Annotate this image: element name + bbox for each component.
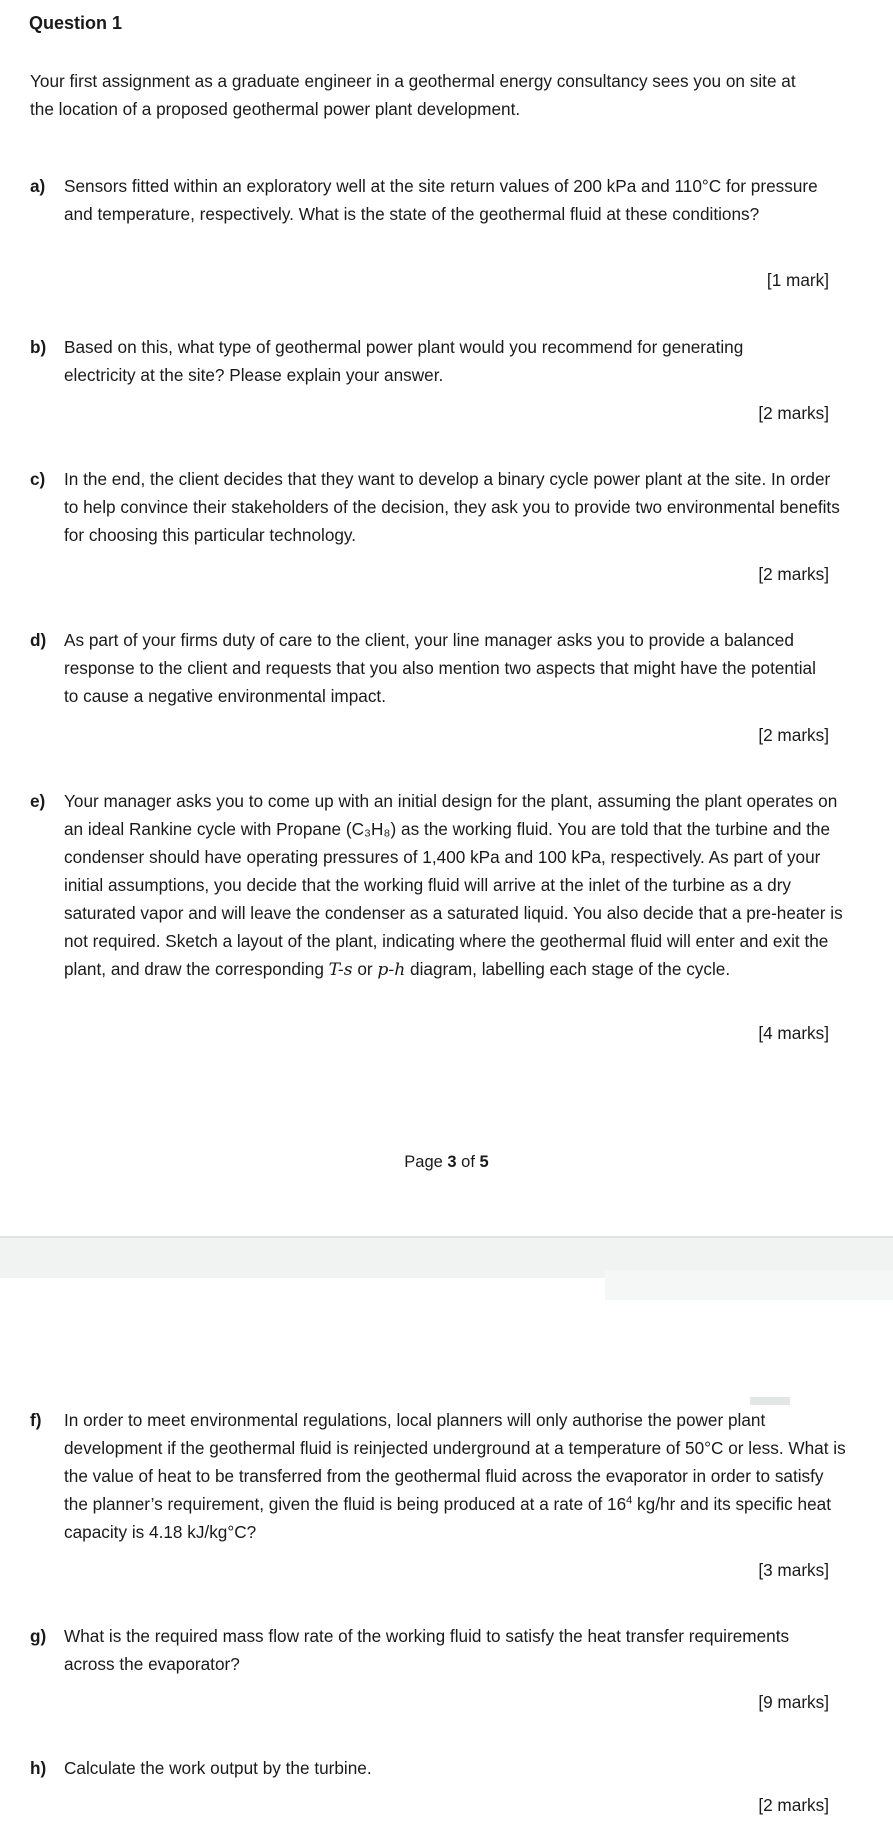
part-c-marks: [2 marks] xyxy=(758,564,829,584)
part-b-label: b) xyxy=(30,337,47,357)
part-b-marks: [2 marks] xyxy=(758,403,829,423)
part-h-text: Calculate the work output by the turbine. xyxy=(64,1758,372,1778)
page-4 xyxy=(0,1278,893,1827)
part-h-marks: [2 marks] xyxy=(758,1795,829,1815)
question-heading: Question 1 xyxy=(29,13,123,33)
total-pages-number: 5 xyxy=(479,1153,489,1171)
part-h-label: h) xyxy=(30,1758,47,1778)
part-g-text: What is the required mass flow rate of the working fluid to satisfy the heat transfer requirements across the evaporator? xyxy=(64,1626,790,1674)
page-footer: Page 3 of 5 xyxy=(404,1153,489,1171)
current-page-number: 3 xyxy=(447,1153,457,1171)
part-d-label: d) xyxy=(30,630,47,650)
part-a-label: a) xyxy=(30,176,46,196)
part-d-text: As part of your firms duty of care to the client, your line manager asks you to provide a balanced response to the client and requests that you also mention two aspects that might have the potential to cause a negative environmental impact. xyxy=(64,630,816,706)
part-f-text: In order to meet environmental regulations, local planners will only authorise the power plant development if the geothermal fluid is reinjected underground at a temperature of 50°C or less. What is the value of heat to be transferred from the geothermal fluid across the evaporator in order to satisfy the planner’s requirement, given the fluid is being produced at a rate of $16^4$ kg/hr and its specific heat capacity is 4.18 kJ/kg°C? xyxy=(64,1410,846,1542)
part-g-marks: [9 marks] xyxy=(758,1692,829,1712)
part-f-marks: [3 marks] xyxy=(758,1560,829,1580)
part-e-label: e) xyxy=(30,791,46,811)
part-e-marks: [4 marks] xyxy=(758,1023,829,1043)
part-c-label: c) xyxy=(30,469,46,489)
part-a-marks: [1 mark] xyxy=(766,270,829,290)
part-d-marks: [2 marks] xyxy=(758,725,829,745)
part-e-text: Your manager asks you to come up with an initial design for the plant, assuming the plant operates on an ideal Rankine cycle with Propane (C₃H₈) as the working fluid. You are told that the turbine and the condenser should have operating pressures of 1,400 kPa and 100 kPa, respectively. As part of your initial assumptions, you decide that the working fluid will arrive at the inlet of the turbine as a dry saturated vapor and will leave the condenser as a saturated liquid. You also decide that a pre-heater is not required. Sketch a layout of the plant, indicating where the geothermal fluid will enter and exit the plant, and draw the corresponding T-s or p-h diagram, labelling each stage of the cycle. xyxy=(64,791,843,980)
intro-paragraph: Your first assignment as a graduate engineer in a geothermal energy consultancy sees you on site at the location of a proposed geothermal power plant development. xyxy=(30,71,796,119)
part-f-label: f) xyxy=(30,1410,42,1430)
ph-diagram-term: p-h xyxy=(377,960,406,980)
ts-diagram-term: T-s xyxy=(328,960,353,980)
part-a-text: Sensors fitted within an exploratory well at the site return values of 200 kPa and 110°C for pressure and temperature, respectively. What is the state of the geothermal fluid at these conditions? xyxy=(64,176,818,224)
exponent: 4 xyxy=(626,1494,633,1507)
part-g-label: g) xyxy=(30,1626,47,1646)
scan-artifact xyxy=(750,1397,790,1405)
part-b-text: Based on this, what type of geothermal power plant would you recommend for generating electricity at the site? Please explain your answer. xyxy=(64,337,744,385)
part-c-text: In the end, the client decides that they want to develop a binary cycle power plant at the site. In order to help convince their stakeholders of the decision, they ask you to provide two environmental benefits for choosing this particular technology. xyxy=(64,469,840,545)
scan-artifact xyxy=(605,1270,893,1300)
